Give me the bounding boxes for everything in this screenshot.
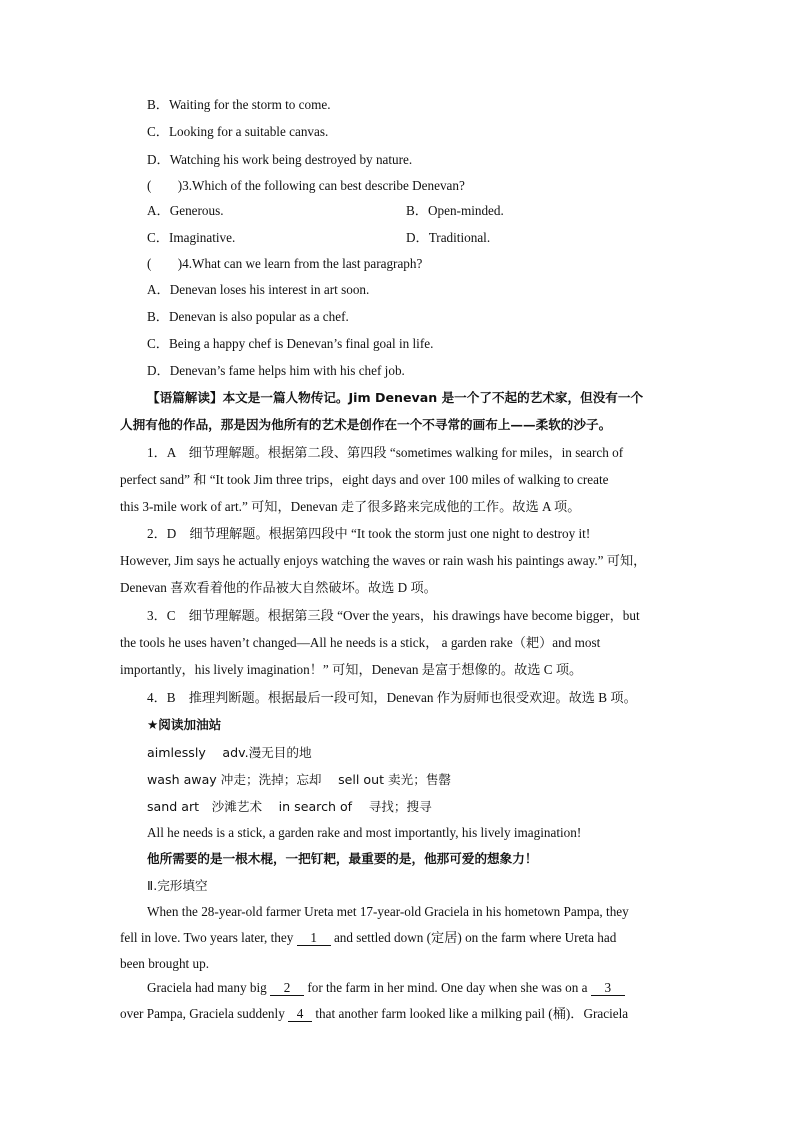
answer-1-line-2: perfect sand” 和 “It took Jim three trips，eight days and over 100 miles of walking to create: [120, 472, 609, 487]
cloze-p1-line-1: When the 28-year-old farmer Ureta met 17-year-old Graciela in his hometown Pampa, they: [147, 904, 629, 919]
vocab-sentence-cn: 他所需要的是一根木棍，一把钉耙，最重要的是，他那可爱的想象力！: [147, 851, 538, 866]
answer-4: 4．B 推理判断题。根据最后一段可知，Denevan 作为厨师也很受欢迎。故选 B 项。: [147, 690, 637, 705]
answer-3-line-2: the tools he uses haven’t changed—All he needs is a stick， a garden rake（耙）and most: [120, 635, 601, 650]
vocab-heading: ★阅读加油站: [147, 717, 222, 732]
cloze-p2-line-1: [147, 979, 625, 997]
q2-option-d: D．Watching his work being destroyed by nature.: [147, 152, 413, 167]
cloze-p1-line-2: [120, 929, 616, 947]
q4-option-a: A．Denevan loses his interest in art soon.: [147, 282, 370, 297]
q2-option-b: B．Waiting for the storm to come.: [147, 97, 331, 112]
vocab-line-2: wash away 冲走；洗掉；忘却 sell out 卖光；售罄: [147, 772, 452, 787]
cloze-text: and settled down (定居) on the farm where Ureta had: [330, 930, 617, 945]
cloze-heading: Ⅱ.完形填空: [147, 878, 208, 893]
cloze-text: Graciela had many big: [147, 980, 271, 995]
vocab-sentence-en: All he needs is a stick, a garden rake and most importantly, his lively imagination!: [147, 825, 582, 840]
answer-2-line-1: 2．D 细节理解题。根据第四段中 “It took the storm just one night to destroy it!: [147, 526, 591, 541]
cloze-text: that another farm looked like a milking pail (桶)．Graciela: [312, 1006, 629, 1021]
answer-2-line-2: However, Jim says he actually enjoys watching the waves or rain wash his paintings away.” 可知，: [120, 553, 647, 568]
cloze-text: for the farm in her mind. One day when she was on a: [304, 980, 591, 995]
q2-option-c: C．Looking for a suitable canvas.: [147, 124, 329, 139]
cloze-text: over Pampa, Graciela suddenly: [120, 1006, 289, 1021]
answer-1-line-1: 1．A 细节理解题。根据第二段、第四段 “sometimes walking for miles，in search of: [147, 445, 624, 460]
q4-option-d: D．Denevan’s fame helps him with his chef job.: [147, 363, 405, 378]
q4-option-b: B．Denevan is also popular as a chef.: [147, 309, 349, 324]
cloze-blank-2[interactable]: 2: [270, 981, 304, 996]
cloze-blank-1[interactable]: 1: [297, 931, 331, 946]
vocab-line-1: aimlessly adv.漫无目的地: [147, 745, 312, 760]
analysis-heading: 【语篇解读】本文是一篇人物传记。Jim Denevan 是一个了不起的艺术家，但没有一个: [147, 390, 644, 405]
q4-stem: ( )4.What can we learn from the last paragraph?: [147, 256, 423, 271]
cloze-blank-3[interactable]: 3: [591, 981, 625, 996]
q4-option-c: C．Being a happy chef is Denevan’s final goal in life.: [147, 336, 434, 351]
answer-2-line-3: Denevan 喜欢看着他的作品被大自然破坏。故选 D 项。: [120, 580, 437, 595]
answer-3-line-3: importantly，his lively imagination！” 可知，Denevan 是富于想像的。故选 C 项。: [120, 662, 583, 677]
cloze-p2-line-2: [120, 1005, 628, 1023]
q3-option-d: D．Traditional.: [406, 230, 491, 245]
answer-1-line-3: this 3-mile work of art.” 可知，Denevan 走了很多路来完成他的工作。故选 A 项。: [120, 499, 581, 514]
cloze-blank-4[interactable]: 4: [288, 1007, 312, 1022]
cloze-text: fell in love. Two years later, they: [120, 930, 297, 945]
q3-option-c: C．Imaginative.: [147, 230, 236, 245]
analysis-heading-cont: 人拥有他的作品，那是因为他所有的艺术是创作在一个不寻常的画布上——柔软的沙子。: [120, 417, 612, 432]
answer-3-line-1: 3．C 细节理解题。根据第三段 “Over the years，his drawings have become bigger，but: [147, 608, 640, 623]
vocab-line-3: sand art 沙滩艺术 in search of 寻找；搜寻: [147, 799, 432, 814]
q3-option-b: B．Open-minded.: [406, 203, 504, 218]
q3-stem: ( )3.Which of the following can best describe Denevan?: [147, 178, 465, 193]
q3-option-a: A．Generous.: [147, 203, 224, 218]
cloze-p1-line-3: been brought up.: [120, 956, 209, 971]
